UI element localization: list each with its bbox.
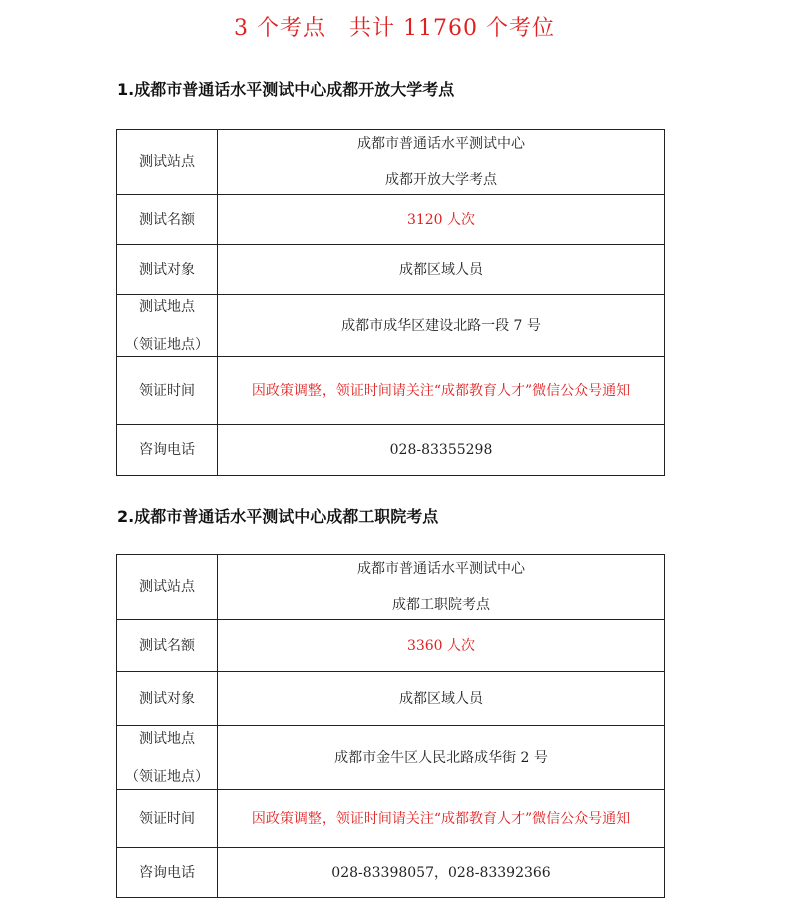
venue-table-1	[116, 129, 665, 476]
row-quota	[117, 195, 665, 245]
location-label	[117, 726, 218, 790]
location-label-line1: 测试地点	[139, 730, 195, 747]
location-label	[117, 295, 218, 357]
station-line2: 成都工职院考点	[392, 597, 490, 613]
station-value	[218, 555, 665, 620]
target-label: 测试对象	[117, 672, 218, 726]
phone-value: 028-83355298	[218, 425, 665, 476]
row-target	[117, 245, 665, 295]
quota-value: 3360 人次	[218, 620, 665, 672]
row-quota	[117, 620, 665, 672]
target-value: 成都区域人员	[218, 672, 665, 726]
station-value	[218, 130, 665, 195]
station-label: 测试站点	[117, 555, 218, 620]
station-label: 测试站点	[117, 130, 218, 195]
section-heading-1: 1.成都市普通话水平测试中心成都开放大学考点	[117, 80, 455, 99]
location-label-line1: 测试地点	[139, 298, 195, 315]
station-line1: 成都市普通话水平测试中心	[357, 136, 525, 152]
location-label-line2: （领证地点）	[125, 768, 209, 785]
target-value: 成都区域人员	[218, 245, 665, 295]
station-line1: 成都市普通话水平测试中心	[357, 561, 525, 577]
station-line2: 成都开放大学考点	[385, 172, 497, 188]
row-cert-time	[117, 357, 665, 425]
row-phone	[117, 848, 665, 898]
cert-time-value: 因政策调整，领证时间请关注“成都教育人才”微信公众号通知	[218, 790, 665, 848]
row-cert-time	[117, 790, 665, 848]
row-station	[117, 555, 665, 620]
cert-time-label: 领证时间	[117, 790, 218, 848]
phone-label: 咨询电话	[117, 848, 218, 898]
quota-label: 测试名额	[117, 195, 218, 245]
quota-value: 3120 人次	[218, 195, 665, 245]
row-location	[117, 726, 665, 790]
quota-label: 测试名额	[117, 620, 218, 672]
row-target	[117, 672, 665, 726]
target-label: 测试对象	[117, 245, 218, 295]
location-label-line2: （领证地点）	[125, 336, 209, 353]
phone-label: 咨询电话	[117, 425, 218, 476]
page-title: 3 个考点 共计 11760 个考位	[234, 16, 555, 41]
row-location	[117, 295, 665, 357]
phone-value: 028-83398057，028-83392366	[218, 848, 665, 898]
row-station	[117, 130, 665, 195]
location-value: 成都市成华区建设北路一段 7 号	[218, 295, 665, 357]
cert-time-label: 领证时间	[117, 357, 218, 425]
section-heading-2: 2.成都市普通话水平测试中心成都工职院考点	[117, 507, 439, 526]
cert-time-value: 因政策调整，领证时间请关注“成都教育人才”微信公众号通知	[218, 357, 665, 425]
location-value: 成都市金牛区人民北路成华街 2 号	[218, 726, 665, 790]
venue-table-2	[116, 554, 665, 898]
row-phone	[117, 425, 665, 476]
